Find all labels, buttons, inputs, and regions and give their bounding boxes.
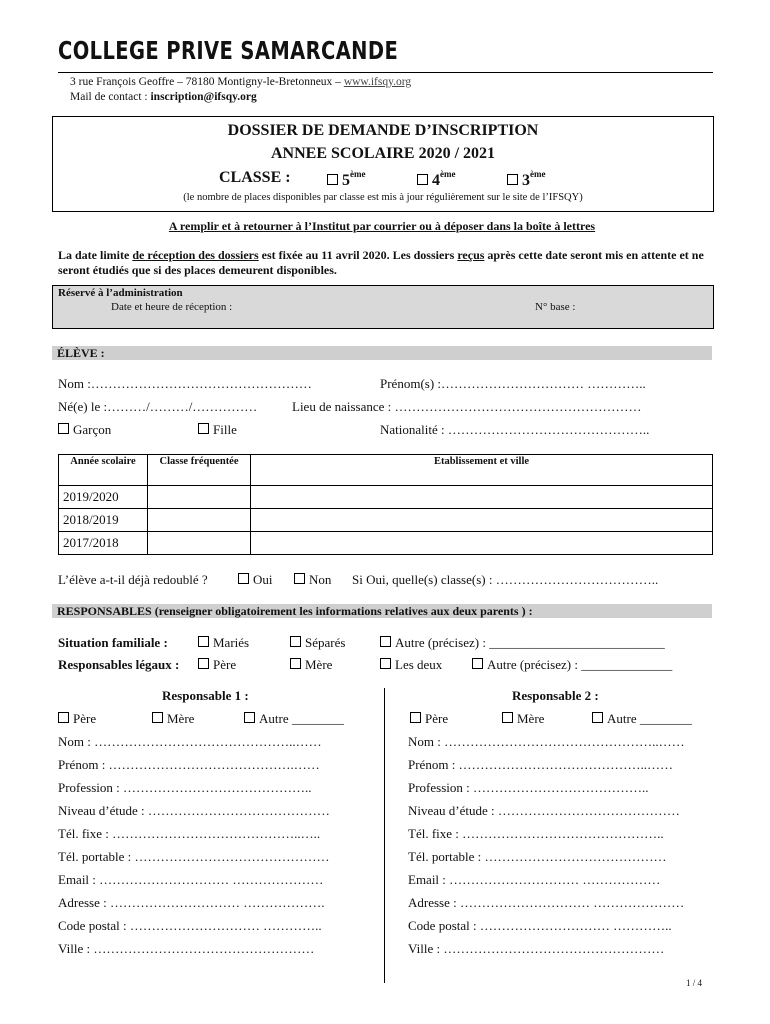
col-annee: Année scolaire <box>59 455 148 486</box>
resp1-nom-field[interactable]: Nom : ………………………………………..…… <box>58 734 322 749</box>
eleve-birthdate-field[interactable]: Né(e) le :………/………/…………… <box>58 399 258 414</box>
situation-label: Situation familiale : <box>58 635 168 650</box>
resp2-email-field[interactable]: Email : ………………………… ……………… <box>408 872 661 887</box>
checkbox-icon[interactable] <box>380 636 391 647</box>
classe-cell[interactable] <box>148 532 251 555</box>
resp2-nom-field[interactable]: Nom : …………………………………………..…… <box>408 734 685 749</box>
instructions: A remplir et à retourner à l’Institut par courrier ou à déposer dans la boîte à lettres <box>168 219 596 233</box>
form-title: DOSSIER DE DEMANDE D’INSCRIPTION <box>227 122 539 139</box>
responsable2-title: Responsable 2 : <box>512 688 599 703</box>
table-row <box>59 486 713 509</box>
classe-row <box>53 167 713 189</box>
resp2-adresse-field[interactable]: Adresse : ………………………… ………………… <box>408 895 685 910</box>
legaux-mere-option[interactable]: Mère <box>290 657 332 673</box>
checkbox-icon[interactable] <box>502 712 513 723</box>
address-text: 3 rue François Geoffre – 78180 Montigny-le-Bretonneux – <box>70 76 344 88</box>
redouble-non-option[interactable]: Non <box>294 572 331 588</box>
responsables-section-header: RESPONSABLES (renseigner obligatoirement les informations relatives aux deux parents ) : <box>52 604 712 618</box>
classe-cell[interactable] <box>148 509 251 532</box>
eleve-birthplace-field[interactable]: Lieu de naissance : ………………………………………………… <box>292 399 642 414</box>
column-divider <box>384 688 385 983</box>
checkbox-icon[interactable] <box>592 712 603 723</box>
school-name: COLLEGE PRIVE SAMARCANDE <box>58 36 399 65</box>
etablissement-cell[interactable] <box>251 509 713 532</box>
contact-email[interactable]: inscription@ifsqy.org <box>150 91 257 103</box>
resp1-autre-option[interactable]: Autre ________ <box>244 711 344 727</box>
classe-option-4[interactable]: 4ème <box>417 169 456 190</box>
checkbox-icon[interactable] <box>58 712 69 723</box>
situation-autre-option[interactable]: Autre (précisez) : ___________________________ <box>380 635 665 651</box>
resp2-telfixe-field[interactable]: Tél. fixe : ……………………………………….. <box>408 826 664 841</box>
table-row <box>59 532 713 555</box>
admin-box <box>52 285 714 329</box>
page-number: 1 / 4 <box>686 978 703 988</box>
legaux-autre-option[interactable]: Autre (précisez) : ______________ <box>472 657 672 673</box>
resp1-codepostal-field[interactable]: Code postal : ………………………… ………….. <box>58 918 322 933</box>
legaux-lesdeux-option[interactable]: Les deux <box>380 657 442 673</box>
col-classe: Classe fréquentée <box>148 455 251 486</box>
title-box <box>52 116 714 212</box>
situation-separes-option[interactable]: Séparés <box>290 635 345 651</box>
eleve-nom-field[interactable]: Nom :…………………………………………… <box>58 376 312 391</box>
resp2-mere-option[interactable]: Mère <box>502 711 544 727</box>
legaux-pere-option[interactable]: Père <box>198 657 236 673</box>
year-cell: 2019/2020 <box>59 486 148 509</box>
header-divider <box>58 72 713 73</box>
admin-title: Réservé à l’administration <box>58 287 183 299</box>
resp2-niveau-field[interactable]: Niveau d’étude : …………………………………… <box>408 803 680 818</box>
checkbox-icon[interactable] <box>152 712 163 723</box>
classe-option-5[interactable]: 5ème <box>327 169 366 190</box>
school-year: ANNEE SCOLAIRE 2020 / 2021 <box>270 145 496 162</box>
checkbox-icon[interactable] <box>410 712 421 723</box>
table-header-row <box>59 455 713 486</box>
checkbox-icon[interactable] <box>380 658 391 669</box>
checkbox-icon[interactable] <box>244 712 255 723</box>
checkbox-icon[interactable] <box>58 423 69 434</box>
resp2-autre-option[interactable]: Autre ________ <box>592 711 692 727</box>
checkbox-icon[interactable] <box>294 573 305 584</box>
checkbox-icon[interactable] <box>417 174 428 185</box>
resp1-profession-field[interactable]: Profession : …………………………………….. <box>58 780 312 795</box>
website-link[interactable]: www.ifsqy.org <box>343 76 412 88</box>
checkbox-icon[interactable] <box>290 636 301 647</box>
year-cell: 2017/2018 <box>59 532 148 555</box>
checkbox-icon[interactable] <box>198 636 209 647</box>
checkbox-icon[interactable] <box>238 573 249 584</box>
resp2-telportable-field[interactable]: Tél. portable : …………………………………… <box>408 849 667 864</box>
resp1-ville-field[interactable]: Ville : …………………………………………… <box>58 941 315 956</box>
school-history-table <box>58 454 713 555</box>
resp1-email-field[interactable]: Email : ………………………… ………………… <box>58 872 324 887</box>
etablissement-cell[interactable] <box>251 486 713 509</box>
resp1-pere-option[interactable]: Père <box>58 711 96 727</box>
checkbox-icon[interactable] <box>198 423 209 434</box>
eleve-section-header: ÉLÈVE : <box>52 346 712 360</box>
resp2-pere-option[interactable]: Père <box>410 711 448 727</box>
classe-option-3[interactable]: 3ème <box>507 169 546 190</box>
checkbox-icon[interactable] <box>472 658 483 669</box>
table-row <box>59 509 713 532</box>
checkbox-icon[interactable] <box>290 658 301 669</box>
resp1-mere-option[interactable]: Mère <box>152 711 194 727</box>
checkbox-icon[interactable] <box>507 174 518 185</box>
contact-label: Mail de contact : <box>70 91 151 103</box>
resp1-adresse-field[interactable]: Adresse : ………………………… ………………. <box>58 895 325 910</box>
resp1-telfixe-field[interactable]: Tél. fixe : ……………………………………..….. <box>58 826 321 841</box>
resp2-ville-field[interactable]: Ville : …………………………………………… <box>408 941 665 956</box>
fille-option[interactable]: Fille <box>198 422 237 438</box>
school-address <box>70 75 411 105</box>
checkbox-icon[interactable] <box>327 174 338 185</box>
responsable1-title: Responsable 1 : <box>162 688 249 703</box>
col-etablissement: Etablissement et ville <box>251 455 713 486</box>
resp1-telportable-field[interactable]: Tél. portable : ……………………………………… <box>58 849 330 864</box>
classe-cell[interactable] <box>148 486 251 509</box>
classe-label: CLASSE : <box>219 169 291 186</box>
etablissement-cell[interactable] <box>251 532 713 555</box>
situation-maries-option[interactable]: Mariés <box>198 635 249 651</box>
checkbox-icon[interactable] <box>198 658 209 669</box>
redouble-question: L’élève a-t-il déjà redoublé ? <box>58 572 208 587</box>
base-number-label: N° base : <box>535 301 576 313</box>
resp1-niveau-field[interactable]: Niveau d’étude : …………………………………… <box>58 803 330 818</box>
deadline-paragraph: La date limite de réception des dossiers est fixée au 11 avril 2020. Les dossiers reçus après cette date seront mis en attente et ne seront étudiés que si des places demeurent disponibles. <box>58 248 704 277</box>
redouble-classes-field[interactable]: Si Oui, quelle(s) classe(s) : ……………………………….. <box>352 572 659 587</box>
resp1-prenom-field[interactable]: Prénom : …………………………………….…… <box>58 757 320 772</box>
year-cell: 2018/2019 <box>59 509 148 532</box>
reception-date-label: Date et heure de réception : <box>111 301 233 313</box>
resp2-profession-field[interactable]: Profession : ………………………………….. <box>408 780 649 795</box>
eleve-prenom-field[interactable]: Prénom(s) :…………………………… ………….. <box>380 376 646 391</box>
garcon-option[interactable]: Garçon <box>58 422 111 438</box>
places-note: (le nombre de places disponibles par classe est mis à jour régulièrement sur le site de l’IFSQY) <box>183 192 583 203</box>
nationalite-field[interactable]: Nationalité : ……………………………………….. <box>380 422 650 437</box>
resp2-prenom-field[interactable]: Prénom : ……………………………………..…… <box>408 757 674 772</box>
redouble-oui-option[interactable]: Oui <box>238 572 273 588</box>
resp2-codepostal-field[interactable]: Code postal : ………………………… ………….. <box>408 918 672 933</box>
legaux-label: Responsables légaux : <box>58 657 180 672</box>
